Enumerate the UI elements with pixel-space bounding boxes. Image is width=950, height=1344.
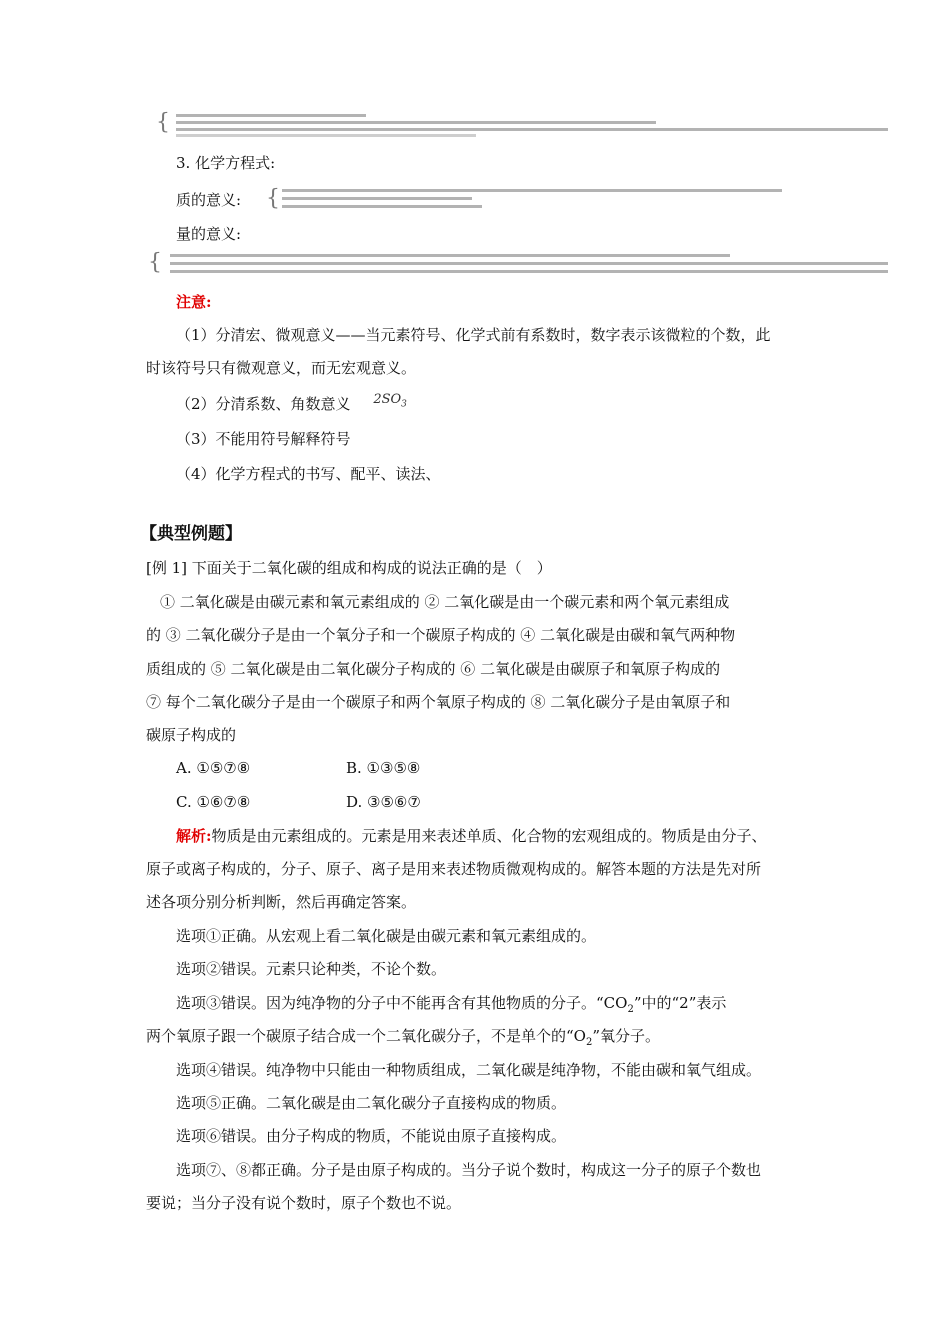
blurred-text-stroke xyxy=(170,254,730,257)
quality-meaning-label: 质的意义: xyxy=(176,191,242,209)
brace-icon: { xyxy=(266,186,280,211)
notes-title: 注意: xyxy=(176,293,212,311)
blurred-text-stroke xyxy=(176,114,366,117)
analysis-option-5: 选项⑤正确。二氧化碳是由二氧化碳分子直接构成的物质。 xyxy=(176,1094,567,1112)
option-a: A. ①⑤⑦⑧ xyxy=(176,759,251,777)
analysis-line-2: 原子或离子构成的，分子、原子、离子是用来表述物质微观构成的。解答本题的方法是先对所 xyxy=(146,860,762,878)
option-b: B. ①③⑤⑧ xyxy=(346,759,421,777)
note-2-formula: $2SO_3$ xyxy=(373,392,407,410)
analysis-text-1: 物质是由元素组成的。元素是用来表述单质、化合物的宏观组成的。物质是由分子、 xyxy=(211,827,767,845)
blurred-text-stroke xyxy=(170,262,888,265)
brace-icon: { xyxy=(148,250,162,275)
analysis-option-7-line-1: 选项⑦、⑧都正确。分子是由原子构成的。当分子说个数时，构成这一分子的原子个数也 xyxy=(176,1161,762,1179)
option-d: D. ③⑤⑥⑦ xyxy=(346,793,421,811)
statement-line-5: 碳原子构成的 xyxy=(146,726,237,744)
item3-label: 3. 化学方程式: xyxy=(176,154,276,172)
analysis-option-4: 选项④错误。纯净物中只能由一种物质组成，二氧化碳是纯净物，不能由碳和氧气组成。 xyxy=(176,1061,762,1079)
note-2 xyxy=(176,394,407,421)
quantity-meaning-label: 量的意义: xyxy=(176,225,242,243)
note-1-line-2: 时该符号只有微观意义，而无宏观意义。 xyxy=(146,359,417,377)
analysis-option-7-line-2: 要说；当分子没有说个数时，原子个数也不说。 xyxy=(146,1194,462,1212)
note-2-text: （2）分清系数、角数意义 xyxy=(176,395,351,413)
analysis-option-2: 选项②错误。元素只论种类，不论个数。 xyxy=(176,960,447,978)
blurred-text-stroke xyxy=(176,134,476,137)
blurred-formula-image-top xyxy=(152,108,892,138)
statement-line-3: 质组成的 ⑤ 二氧化碳是由二氧化碳分子构成的 ⑥ 二氧化碳是由碳原子和氧原子构成的 xyxy=(146,660,721,678)
option-c: C. ①⑥⑦⑧ xyxy=(176,793,251,811)
note-1-line-1: （1）分清宏、微观意义——当元素符号、化学式前有系数时，数字表示该微粒的个数，此 xyxy=(176,326,771,344)
blurred-text-stroke xyxy=(176,128,888,131)
statement-line-4: ⑦ 每个二氧化碳分子是由一个碳原子和两个氧原子构成的 ⑧ 二氧化碳分子是由氧原子和 xyxy=(146,693,731,711)
blurred-text-stroke xyxy=(282,197,472,200)
analysis-option-1: 选项①正确。从宏观上看二氧化碳是由碳元素和氧元素组成的。 xyxy=(176,927,597,945)
blurred-text-stroke xyxy=(282,205,482,208)
analysis-option-3-line-2: 两个氧原子跟一个碳原子结合成一个二氧化碳分子，不是单个的“$O_2$”氧分子。 xyxy=(146,1027,661,1048)
example-1-question: [例 1] 下面关于二氧化碳的组成和构成的说法正确的是（ ） xyxy=(146,559,552,577)
analysis-line-3: 述各项分别分析判断，然后再确定答案。 xyxy=(146,893,417,911)
note-3: （3）不能用符号解释符号 xyxy=(176,430,351,448)
blurred-text-stroke xyxy=(170,270,888,273)
note-4: （4）化学方程式的书写、配平、读法、 xyxy=(176,465,441,483)
statement-line-2: 的 ③ 二氧化碳分子是由一个氧分子和一个碳原子构成的 ④ 二氧化碳是由碳和氧气两种物 xyxy=(146,626,736,644)
blurred-text-stroke xyxy=(282,189,782,192)
blurred-quality-meaning-image xyxy=(266,183,786,215)
analysis-option-3-line-1: 选项③错误。因为纯净物的分子中不能再含有其他物质的分子。“$CO_2$”中的“2”表示 xyxy=(176,994,727,1015)
blurred-quantity-meaning-image xyxy=(148,248,888,278)
analysis-option-6: 选项⑥错误。由分子构成的物质，不能说由原子直接构成。 xyxy=(176,1127,567,1145)
section-heading: 【典型例题】 xyxy=(140,524,242,544)
brace-icon: { xyxy=(156,110,170,135)
analysis-label: 解析: xyxy=(176,827,212,845)
analysis-line-1 xyxy=(176,826,767,846)
statement-line-1: ① 二氧化碳是由碳元素和氧元素组成的 ② 二氧化碳是由一个碳元素和两个氧元素组成 xyxy=(160,593,730,611)
blurred-text-stroke xyxy=(176,121,656,124)
